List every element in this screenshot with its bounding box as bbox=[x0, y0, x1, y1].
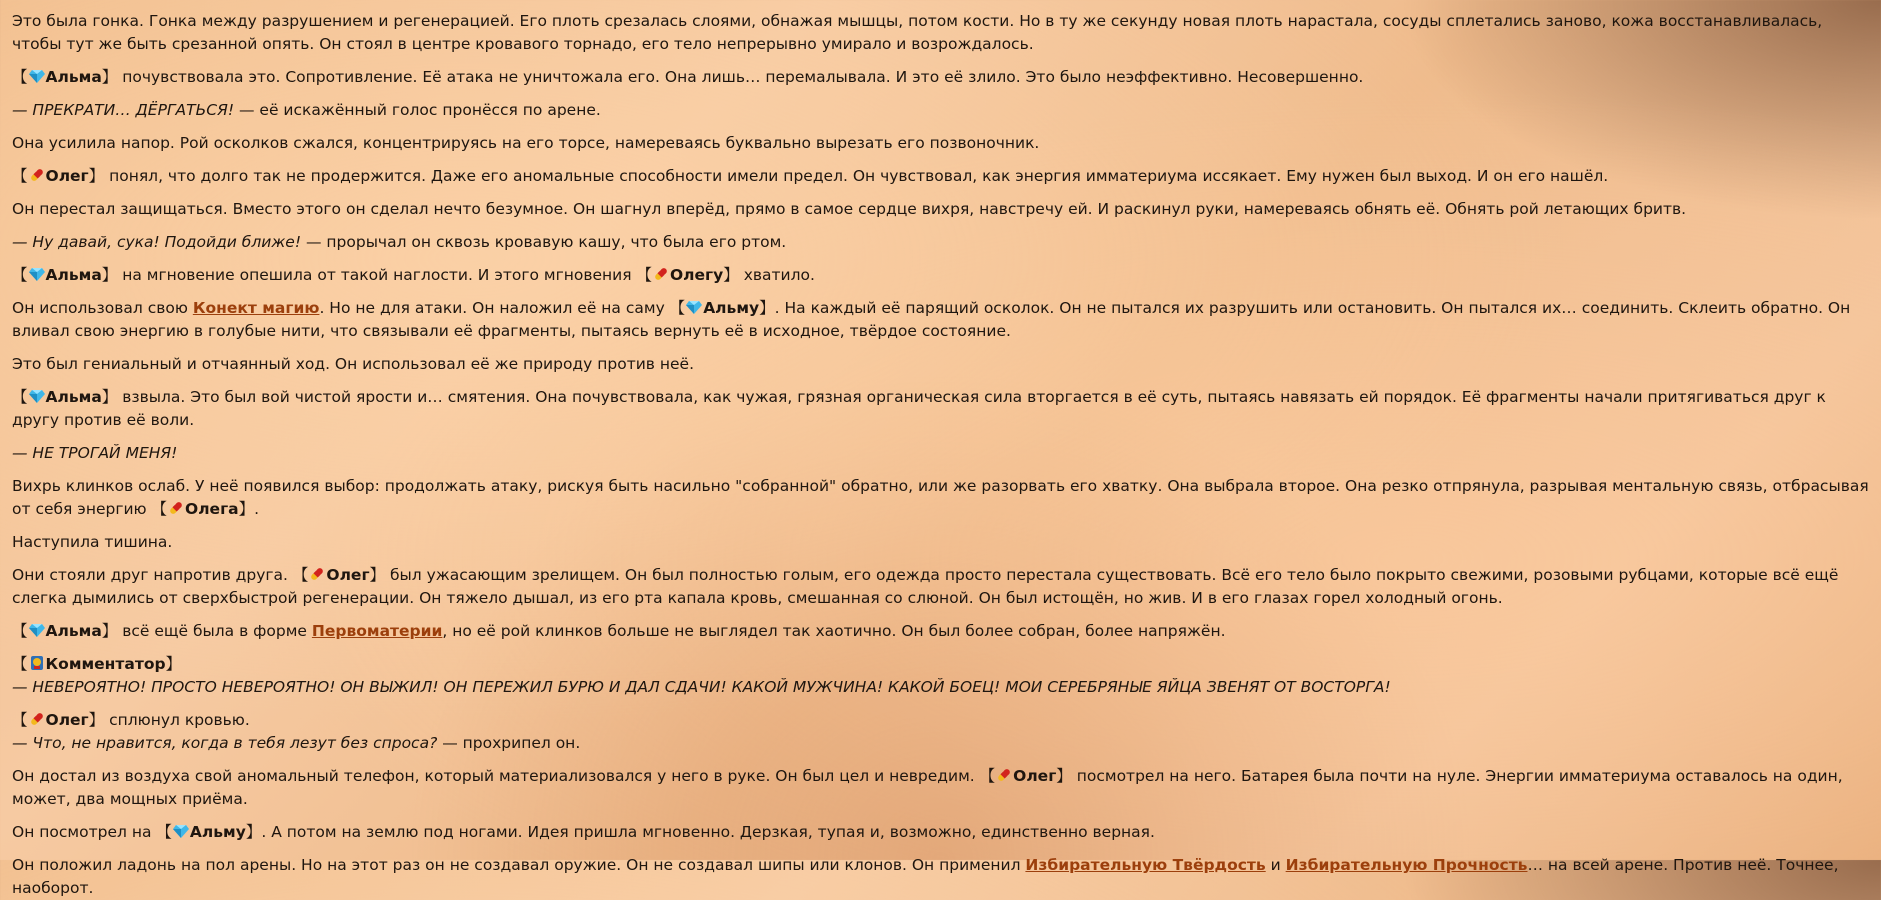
paragraph: Он достал из воздуха свой аномальный телефон, который материализовался у него в руке. Он был цел и невредим. 【 Олег】 посмотрел на него. Батарея была почти на нуле. Энергии имматериума оставалось на один, может, два мощных приёма. bbox=[12, 767, 1843, 808]
gem-icon bbox=[173, 823, 189, 839]
character-tag-alma[interactable]: 【 Альма】 bbox=[12, 68, 118, 86]
paragraph: Он положил ладонь на пол арены. Но на этот раз он не создавал оружие. Он не создавал шипы или клонов. Он применил Избирательную Твёрдость и Избирательную Прочность… на всей арене. Против неё. Точнее, наоборот. bbox=[12, 856, 1839, 897]
paragraph: — Что, не нравится, когда в тебя лезут без спроса? — прохрипел он. bbox=[12, 734, 581, 752]
pill-icon bbox=[653, 266, 669, 282]
paragraph: Она усилила напор. Рой осколков сжался, концентрируясь на его торсе, намереваясь буквально вырезать его позвоночник. bbox=[12, 134, 1040, 152]
paragraph: Они стояли друг напротив друга. 【 Олег】 был ужасающим зрелищем. Он был полностью голым, его одежда просто перестала существовать. Всё его тело было покрыто свежими, розовыми рубцами, которые всё ещё слегка дымились от сверхбыстрой регенерации. Он тяжело дышал, из его рта капала кровь, смешанная со слюной. Он был истощён, но жив. И в его глазах горел холодный огонь. bbox=[12, 566, 1839, 607]
skill-link-selective-durability[interactable]: Избирательную Прочность bbox=[1285, 856, 1528, 874]
paragraph: Он перестал защищаться. Вместо этого он сделал нечто безумное. Он шагнул вперёд, прямо в самое сердце вихря, навстречу ей. И раскинул руки, намереваясь обнять её. Обнять рой летающих бритв. bbox=[12, 200, 1687, 218]
character-tag-alma[interactable]: 【 Альму】 bbox=[156, 823, 262, 841]
gem-icon bbox=[29, 68, 45, 84]
skill-link-primal-matter[interactable]: Первоматерии bbox=[311, 622, 443, 640]
gem-icon bbox=[686, 299, 702, 315]
character-tag-alma[interactable]: 【 Альма】 bbox=[12, 388, 118, 406]
paragraph: Он посмотрел на 【 Альму】. А потом на землю под ногами. Идея пришла мгновенно. Дерзкая, тупая и, возможно, единственно верная. bbox=[12, 823, 1155, 841]
paragraph: Вихрь клинков ослаб. У неё появился выбор: продолжать атаку, рискуя быть насильно "собранной" обратно, или же разорвать его хватку. Она выбрала второе. Она резко отпрянула, разрывая ментальную связь, отбрасывая от себя энергию 【 Олега】. bbox=[12, 477, 1869, 518]
paragraph: Он использовал свою Конект магию. Но не для атаки. Он наложил её на саму 【 Альму】. На каждый её парящий осколок. Он не пытался их разрушить или остановить. Он пытался их… соединить. Склеить обратно. Он вливал свою энергию в голубые нити, что связывали её фрагменты, пытаясь вернуть её в исходное, твёрдое состояние. bbox=[12, 299, 1851, 340]
pill-icon bbox=[996, 767, 1012, 783]
paragraph bbox=[12, 653, 1869, 676]
paragraph: 【 Олег】 понял, что долго так не продержится. Даже его аномальные способности имели предел. Он чувствовал, как энергия имматериума иссякает. Ему нужен был выход. И он его нашёл. bbox=[12, 167, 1609, 185]
character-tag-oleg[interactable]: 【 Олег】 bbox=[292, 566, 386, 584]
character-tag-oleg[interactable]: 【 Олег】 bbox=[979, 767, 1072, 785]
character-tag-alma[interactable]: 【 Альму】 bbox=[669, 299, 775, 317]
character-tag-oleg[interactable]: 【 Олега】 bbox=[151, 500, 255, 518]
pill-icon bbox=[309, 566, 325, 582]
paragraph: Это была гонка. Гонка между разрушением и регенерацией. Его плоть срезалась слоями, обнажая мышцы, потом кости. Но в ту же секунду новая плоть нарастала, сосуды сплетались заново, кожа восстанавливалась, чтобы тут же быть срезанной опять. Он стоял в центре кровавого торнадо, его тело непрерывно умирало и возрождалось. bbox=[12, 12, 1823, 53]
paragraph: 【 Олег】 сплюнул кровью. bbox=[12, 711, 250, 729]
character-tag-alma[interactable]: 【 Альма】 bbox=[12, 266, 118, 284]
paragraph: Это был гениальный и отчаянный ход. Он использовал её же природу против неё. bbox=[12, 355, 694, 373]
gem-icon bbox=[29, 266, 45, 282]
gem-icon bbox=[29, 388, 45, 404]
paragraph: 【 Альма】 взвыла. Это был вой чистой ярости и… смятения. Она почувствовала, как чужая, грязная органическая сила вторгается в её суть, пытаясь навязать ей порядок. Её фрагменты начали притягиваться друг к другу против её воли. bbox=[12, 388, 1826, 429]
pill-icon bbox=[29, 711, 45, 727]
gem-icon bbox=[29, 622, 45, 638]
paragraph: — ПРЕКРАТИ… ДЁРГАТЬСЯ! — её искажённый голос пронёсся по арене. bbox=[12, 101, 601, 119]
pill-icon bbox=[29, 167, 45, 183]
paragraph: 【 Альма】 всё ещё была в форме Первоматерии, но её рой клинков больше не выглядел так хаотично. Он был более собран, более напряжён. bbox=[12, 622, 1226, 640]
character-tag-alma[interactable]: 【 Альма】 bbox=[12, 622, 118, 640]
paragraph: Наступила тишина. bbox=[12, 533, 173, 551]
paragraph: 【 Альма】 почувствовала это. Сопротивление. Её атака не уничтожала его. Она лишь… перемалывала. И это её злило. Это было неэффективно. Несовершенно. bbox=[12, 68, 1364, 86]
character-tag-oleg[interactable]: 【 Олег】 bbox=[12, 167, 105, 185]
paragraph: — НЕ ТРОГАЙ МЕНЯ! bbox=[12, 444, 178, 462]
pill-icon bbox=[168, 500, 184, 516]
character-tag-oleg[interactable]: 【 Олег】 bbox=[12, 711, 105, 729]
paragraph: 【 Альма】 на мгновение опешила от такой наглости. И этого мгновения 【 Олегу】 хватило. bbox=[12, 266, 815, 284]
character-tag-oleg[interactable]: 【 Олегу】 bbox=[636, 266, 739, 284]
skill-link-selective-hardness[interactable]: Избирательную Твёрдость bbox=[1025, 856, 1266, 874]
paragraph: — Ну давай, сука! Подойди ближе! — прорычал он сквозь кровавую кашу, что была его ртом. bbox=[12, 233, 787, 251]
medal-icon bbox=[29, 655, 45, 671]
character-tag-commentator[interactable]: 【 Комментатор】 bbox=[12, 655, 182, 673]
skill-link-connect-magic[interactable]: Конект магию bbox=[192, 299, 320, 317]
paragraph: — НЕВЕРОЯТНО! ПРОСТО НЕВЕРОЯТНО! ОН ВЫЖИЛ! ОН ПЕРЕЖИЛ БУРЮ И ДАЛ СДАЧИ! КАКОЙ МУЖЧИНА! КАКОЙ БОЕЦ! МОИ СЕРЕБРЯНЫЕ ЯЙЦА ЗВЕНЯТ ОТ ВОСТОРГА! bbox=[12, 678, 1391, 696]
